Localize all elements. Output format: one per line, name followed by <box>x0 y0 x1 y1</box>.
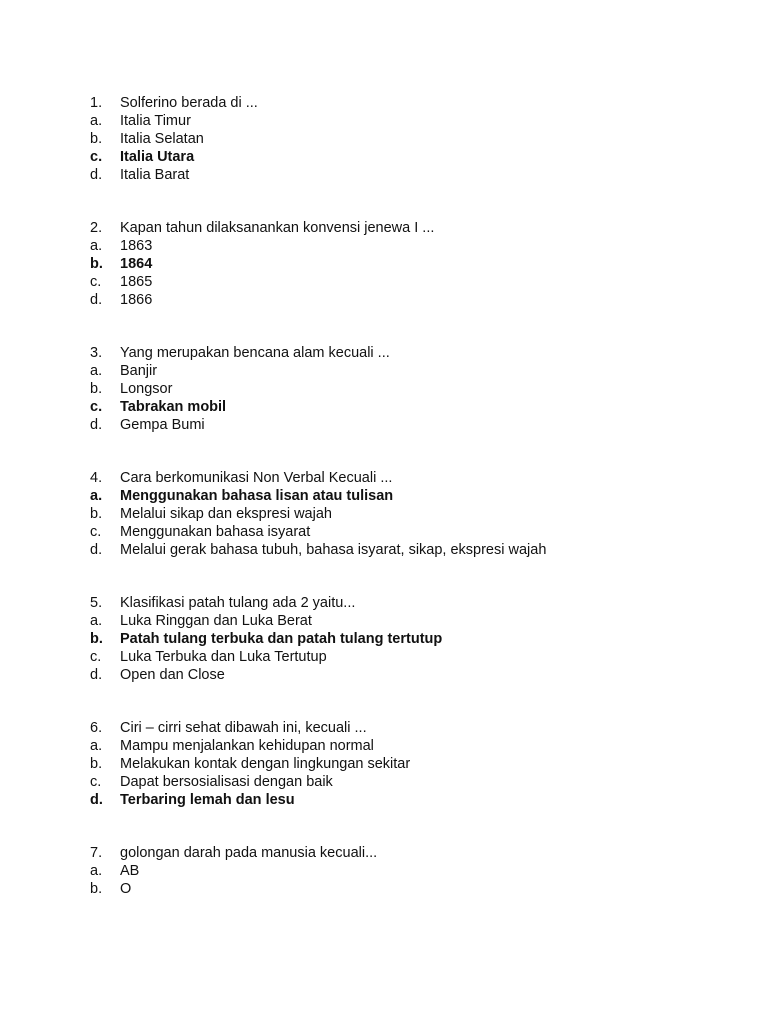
option-text: Luka Terbuka dan Luka Tertutup <box>120 649 327 665</box>
option-label: c. <box>90 649 102 665</box>
option-b <box>90 505 750 523</box>
option-label: c. <box>90 774 102 790</box>
question-1 <box>90 94 750 184</box>
option-a <box>90 737 750 755</box>
option-text: Terbaring lemah dan lesu <box>120 792 295 808</box>
option-text: 1866 <box>120 292 153 308</box>
option-c-answer <box>90 398 750 416</box>
option-label: d. <box>90 417 103 433</box>
option-d-answer <box>90 791 750 809</box>
option-text: Italia Barat <box>120 167 190 183</box>
option-label: a. <box>90 613 103 629</box>
option-label: b. <box>90 131 103 147</box>
question-number: 2. <box>90 220 103 236</box>
option-a <box>90 362 750 380</box>
question-stem <box>90 219 750 237</box>
option-b <box>90 755 750 773</box>
question-number: 4. <box>90 470 103 486</box>
option-text: Dapat bersosialisasi dengan baik <box>120 774 333 790</box>
option-text: 1863 <box>120 238 153 254</box>
option-d <box>90 166 750 184</box>
question-text: Kapan tahun dilaksanankan konvensi jenewa I ... <box>120 220 435 236</box>
question-text: Ciri – cirri sehat dibawah ini, kecuali ... <box>120 720 367 736</box>
question-7 <box>90 844 750 898</box>
question-text: Cara berkomunikasi Non Verbal Kecuali ... <box>120 470 393 486</box>
option-a <box>90 862 750 880</box>
option-text: Luka Ringgan dan Luka Berat <box>120 613 312 629</box>
option-label: c. <box>90 524 102 540</box>
option-label: a. <box>90 863 103 879</box>
question-number: 5. <box>90 595 103 611</box>
question-3 <box>90 344 750 434</box>
option-label: a. <box>90 488 103 504</box>
option-text: Patah tulang terbuka dan patah tulang tertutup <box>120 631 443 647</box>
option-text: Menggunakan bahasa isyarat <box>120 524 311 540</box>
question-text: Klasifikasi patah tulang ada 2 yaitu... <box>120 595 356 611</box>
option-c <box>90 773 750 791</box>
option-text: 1864 <box>120 256 153 272</box>
option-text: Italia Selatan <box>120 131 204 147</box>
option-d <box>90 291 750 309</box>
question-stem <box>90 469 750 487</box>
option-d <box>90 666 750 684</box>
option-d <box>90 416 750 434</box>
question-stem <box>90 719 750 737</box>
option-a-answer <box>90 487 750 505</box>
option-text: Melalui sikap dan ekspresi wajah <box>120 506 332 522</box>
question-stem <box>90 344 750 362</box>
option-text: Tabrakan mobil <box>120 399 227 415</box>
question-stem <box>90 94 750 112</box>
option-text: Italia Timur <box>120 113 191 129</box>
option-label: d. <box>90 542 103 558</box>
option-text: Longsor <box>120 381 173 397</box>
option-b <box>90 130 750 148</box>
option-c-answer <box>90 148 750 166</box>
option-label: b. <box>90 756 103 772</box>
option-b-answer <box>90 255 750 273</box>
question-text: Solferino berada di ... <box>120 95 258 111</box>
question-6 <box>90 719 750 809</box>
question-stem <box>90 844 750 862</box>
option-a <box>90 612 750 630</box>
question-5 <box>90 594 750 684</box>
option-label: b. <box>90 381 103 397</box>
option-label: a. <box>90 238 103 254</box>
option-text: 1865 <box>120 274 153 290</box>
option-label: d. <box>90 667 103 683</box>
option-text: Gempa Bumi <box>120 417 205 433</box>
option-label: d. <box>90 167 103 183</box>
option-label: d. <box>90 292 103 308</box>
option-b-answer <box>90 630 750 648</box>
option-label: b. <box>90 631 103 647</box>
option-c <box>90 648 750 666</box>
option-text: O <box>120 881 132 897</box>
option-d <box>90 541 750 559</box>
option-text: Melakukan kontak dengan lingkungan sekitar <box>120 756 411 772</box>
question-text: golongan darah pada manusia kecuali... <box>120 845 378 861</box>
option-text: Banjir <box>120 363 158 379</box>
option-text: Italia Utara <box>120 149 195 165</box>
option-label: b. <box>90 881 103 897</box>
option-text: Menggunakan bahasa lisan atau tulisan <box>120 488 394 504</box>
option-a <box>90 237 750 255</box>
option-a <box>90 112 750 130</box>
option-label: a. <box>90 363 103 379</box>
question-text: Yang merupakan bencana alam kecuali ... <box>120 345 390 361</box>
question-number: 7. <box>90 845 103 861</box>
question-number: 3. <box>90 345 103 361</box>
option-label: a. <box>90 113 103 129</box>
option-label: c. <box>90 274 102 290</box>
option-text: AB <box>120 863 140 879</box>
question-number: 6. <box>90 720 103 736</box>
option-label: b. <box>90 256 103 272</box>
option-label: a. <box>90 738 103 754</box>
option-label: d. <box>90 792 103 808</box>
question-2 <box>90 219 750 309</box>
option-c <box>90 523 750 541</box>
option-text: Melalui gerak bahasa tubuh, bahasa isyarat, sikap, ekspresi wajah <box>120 542 547 558</box>
option-label: b. <box>90 506 103 522</box>
question-stem <box>90 594 750 612</box>
option-text: Mampu menjalankan kehidupan normal <box>120 738 374 754</box>
question-number: 1. <box>90 95 103 111</box>
option-text: Open dan Close <box>120 667 225 683</box>
option-b <box>90 380 750 398</box>
question-4 <box>90 469 750 559</box>
option-c <box>90 273 750 291</box>
option-label: c. <box>90 149 103 165</box>
option-b <box>90 880 750 898</box>
option-label: c. <box>90 399 103 415</box>
